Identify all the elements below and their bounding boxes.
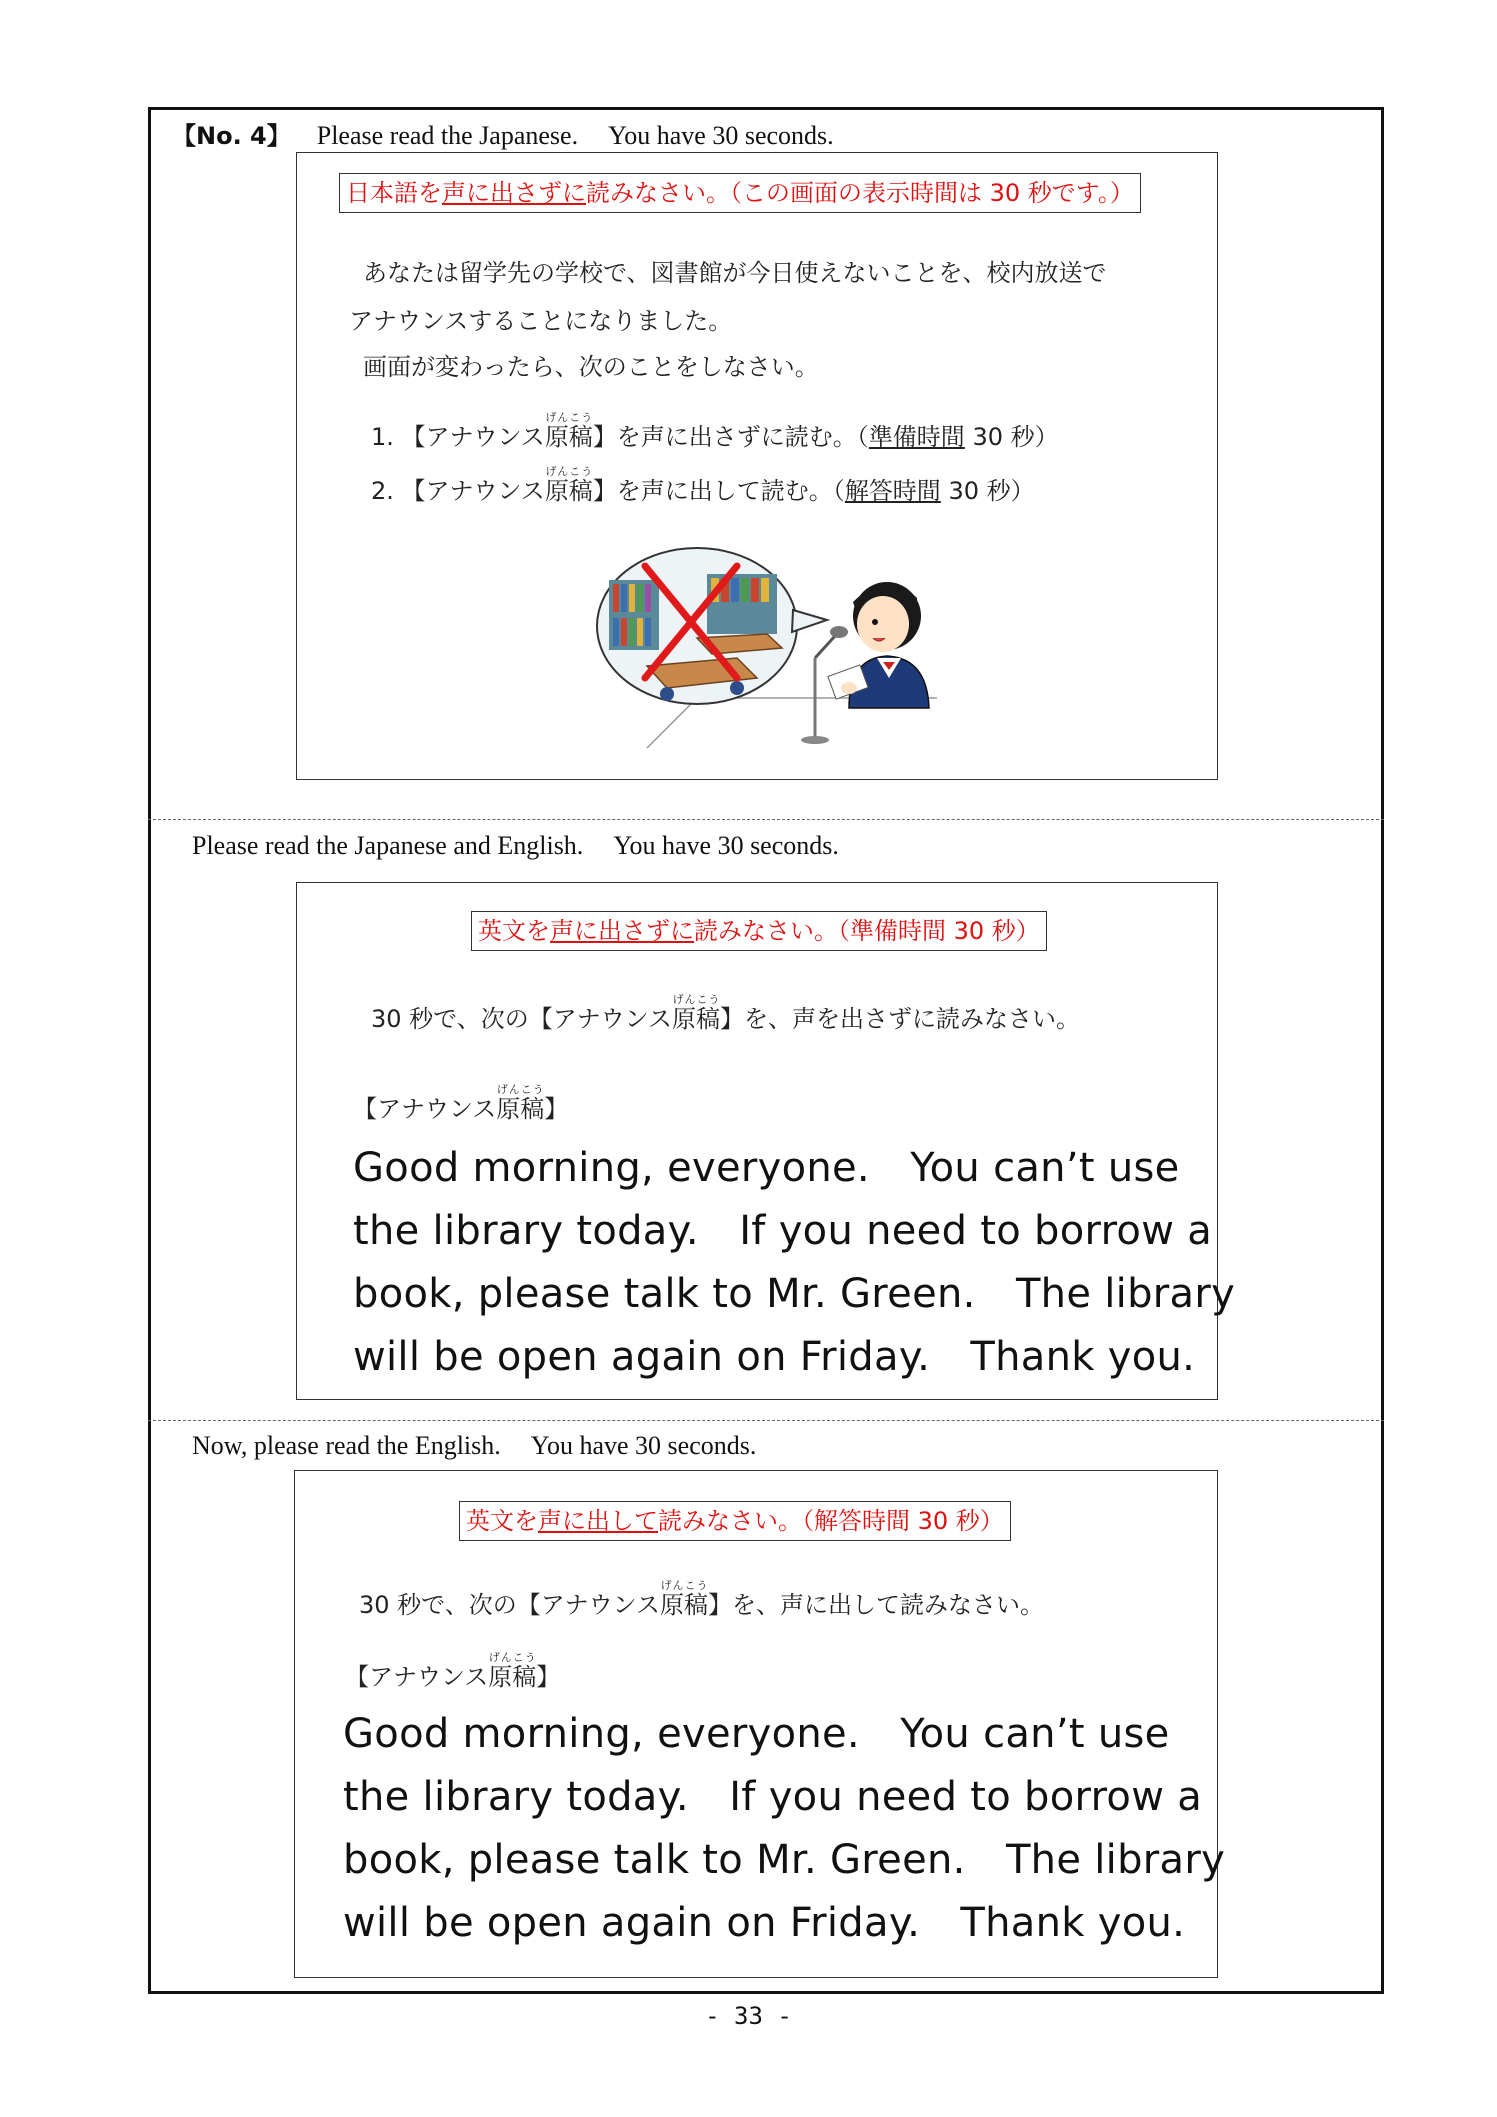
red-suffix: 読みなさい。（準備時間 30 秒）: [694, 917, 1040, 945]
english-line: the library today. If you need to borrow a: [353, 1208, 1213, 1254]
direction-prefix: 30 秒で、次の【アナウンス: [359, 1591, 660, 1619]
english-line: will be open again on Friday. Thank you.: [343, 1900, 1186, 1946]
label-reading: げんこう: [496, 1083, 545, 1096]
label-reading: げんこう: [488, 1651, 537, 1664]
item1-suffix: 30 秒）: [964, 423, 1059, 451]
english-line: Good morning, everyone. You can’t use: [353, 1145, 1180, 1191]
item2-suffix: 30 秒）: [940, 477, 1035, 505]
section3-direction: [359, 1579, 1044, 1620]
item1-reading: げんこう: [544, 411, 593, 424]
label-kanji: 原稿: [488, 1663, 537, 1691]
item1-prefix: 1. 【アナウンス: [371, 423, 545, 451]
section3-red-instruction: [459, 1501, 1011, 1541]
section3-heading: [192, 1431, 756, 1461]
section2-screen: [296, 882, 1236, 1400]
red-underlined: 声に出さずに: [550, 917, 694, 945]
label-kanji: 原稿: [496, 1095, 545, 1123]
page-number: - 33 -: [705, 2002, 792, 2030]
section2-time-note: You have 30 seconds.: [613, 831, 839, 860]
red-prefix: 英文を: [478, 917, 550, 945]
section2-heading: [192, 831, 839, 861]
item2-prefix: 2. 【アナウンス: [371, 477, 545, 505]
section2-script-label: [353, 1083, 568, 1124]
section-divider-1: [148, 819, 1384, 820]
section1-screen: [296, 152, 1218, 780]
section2-red-instruction: [471, 911, 1047, 951]
english-line: will be open again on Friday. Thank you.: [353, 1334, 1196, 1380]
section2-instruction: Please read the Japanese and English.: [192, 831, 584, 860]
library-bubble-icon: [597, 548, 827, 704]
item2-underlined: 解答時間: [844, 477, 941, 505]
section3-time-note: You have 30 seconds.: [530, 1431, 757, 1460]
direction-ruby: [659, 1579, 708, 1619]
red-suffix: 読みなさい。（解答時間 30 秒）: [658, 1507, 1004, 1535]
item2-reading: げんこう: [544, 465, 593, 478]
section1-item1: [371, 411, 1059, 452]
section3-english-script: [343, 1703, 1226, 1955]
item2-kanji: 原稿: [544, 477, 593, 505]
red-underlined: 声に出さずに: [442, 179, 586, 207]
red-prefix: 日本語を: [346, 179, 442, 207]
item1-kanji: 原稿: [544, 423, 593, 451]
item1-underlined: 準備時間: [868, 423, 965, 451]
direction-kanji: 原稿: [659, 1591, 708, 1619]
section3-screen: [294, 1470, 1226, 1978]
label-prefix: 【アナウンス: [353, 1095, 497, 1123]
section1-para-line3: 画面が変わったら、次のことをしなさい。: [363, 353, 819, 381]
section1-heading: [172, 116, 834, 151]
item2-mid: 】を声に出して読む。（: [592, 477, 845, 505]
section1-item2: [371, 465, 1035, 506]
label-prefix: 【アナウンス: [345, 1663, 489, 1691]
section2-direction: [371, 993, 1080, 1034]
question-number: 【No. 4】: [172, 122, 291, 150]
red-underlined: 声に出して: [538, 1507, 658, 1535]
section1-red-instruction: [339, 173, 1141, 213]
section1-time-note: You have 30 seconds.: [608, 121, 834, 150]
item1-mid: 】を声に出さずに読む。（: [592, 423, 869, 451]
label-suffix: 】: [544, 1095, 569, 1123]
english-line: Good morning, everyone. You can’t use: [343, 1711, 1170, 1757]
direction-suffix: 】を、声を出さずに読みなさい。: [719, 1005, 1080, 1033]
announcement-illustration: [587, 538, 947, 758]
label-ruby: [496, 1083, 545, 1123]
section1-para-line1: あなたは留学先の学校で、図書館が今日使えないことを、校内放送で: [363, 259, 1107, 287]
item2-ruby: [544, 465, 593, 505]
direction-reading: げんこう: [659, 1579, 708, 1592]
red-prefix: 英文を: [466, 1507, 538, 1535]
section-divider-2: [148, 1420, 1384, 1421]
english-line: book, please talk to Mr. Green. The library: [343, 1837, 1226, 1883]
item1-ruby: [544, 411, 593, 451]
direction-suffix: 】を、声に出して読みなさい。: [707, 1591, 1044, 1619]
section2-english-script: [353, 1137, 1236, 1389]
english-line: the library today. If you need to borrow a: [343, 1774, 1203, 1820]
direction-kanji: 原稿: [671, 1005, 720, 1033]
direction-ruby: [671, 993, 720, 1033]
direction-reading: げんこう: [671, 993, 720, 1006]
section1-para-line2: アナウンスすることになりました。: [349, 307, 733, 335]
section1-instruction: Please read the Japanese.: [316, 121, 579, 150]
section3-instruction: Now, please read the English.: [192, 1431, 501, 1460]
student-icon: [828, 582, 929, 708]
direction-prefix: 30 秒で、次の【アナウンス: [371, 1005, 672, 1033]
label-ruby: [488, 1651, 537, 1691]
english-line: book, please talk to Mr. Green. The library: [353, 1271, 1236, 1317]
section3-script-label: [345, 1651, 560, 1692]
label-suffix: 】: [536, 1663, 561, 1691]
red-suffix: 読みなさい。（この画面の表示時間は 30 秒です。）: [586, 179, 1134, 207]
